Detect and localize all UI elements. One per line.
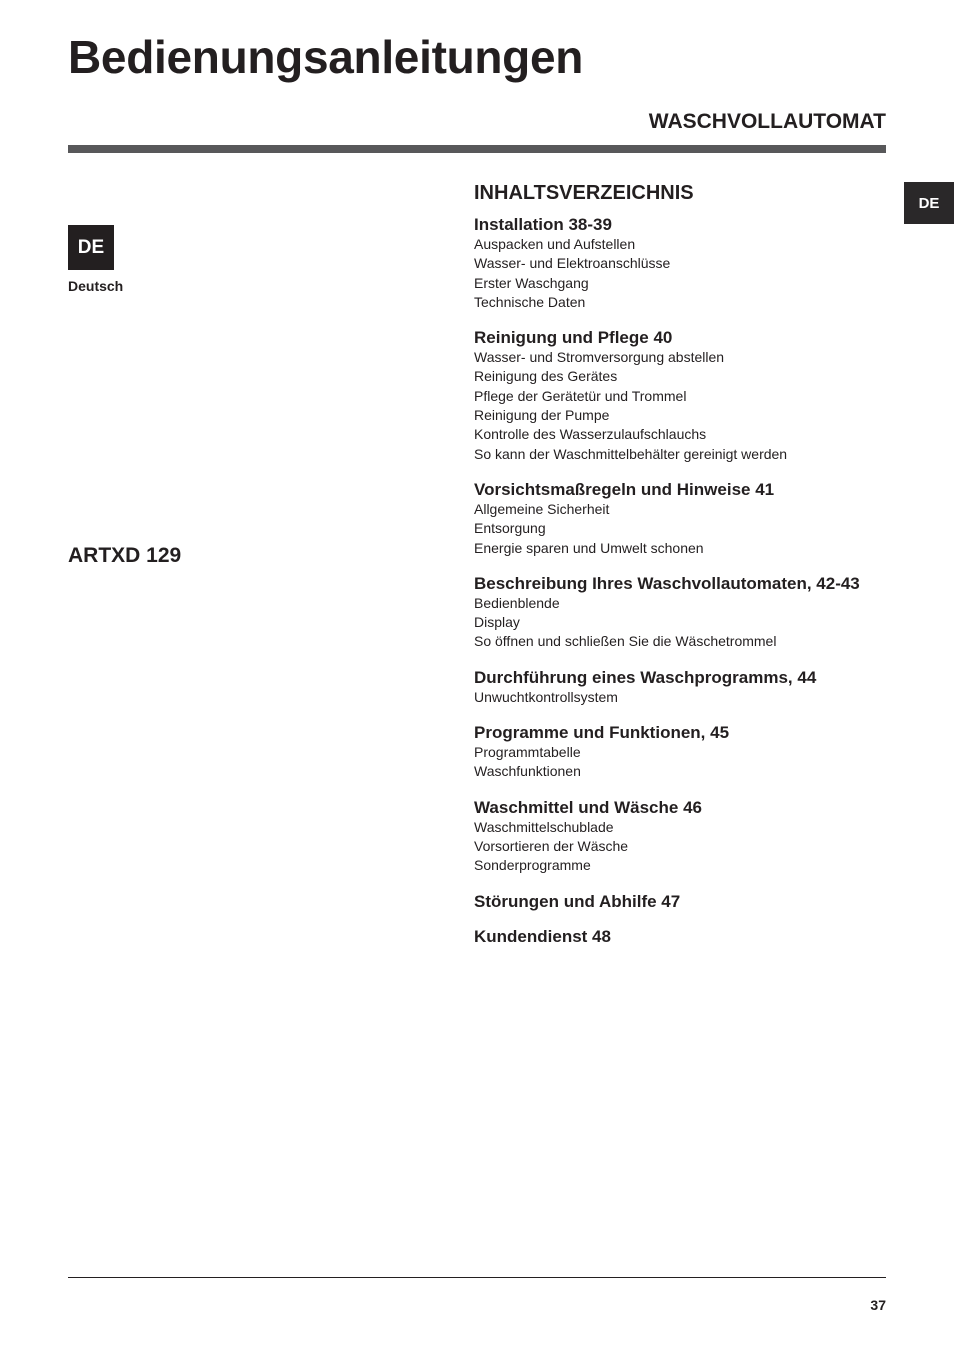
- toc-section: [474, 799, 894, 876]
- toc-item: Waschfunktionen: [474, 763, 581, 780]
- toc-section-heading: Waschmittel und Wäsche 46: [474, 797, 702, 817]
- toc-item: Kontrolle des Wasserzulaufschlauchs: [474, 426, 707, 443]
- toc-section-heading: Störungen und Abhilfe 47: [474, 891, 681, 911]
- toc-sections: [474, 216, 894, 946]
- toc-item-list: [474, 500, 894, 558]
- toc-item: Bedienblende: [474, 594, 560, 611]
- toc-item: Reinigung der Pumpe: [474, 407, 610, 424]
- toc-item-list: [474, 348, 894, 464]
- toc-section: [474, 928, 894, 946]
- page-number: 37: [870, 1297, 886, 1313]
- language-side-tab: DE: [904, 182, 954, 224]
- toc-section-heading: Beschreibung Ihres Waschvollautomaten, 42-43: [474, 573, 860, 593]
- toc-item: Programmtabelle: [474, 744, 581, 761]
- toc-item: Vorsortieren der Wäsche: [474, 837, 629, 854]
- toc-item-list: [474, 743, 894, 782]
- toc-title: INHALTSVERZEICHNIS: [474, 182, 694, 204]
- toc-item-list: [474, 818, 894, 876]
- toc-item: Entsorgung: [474, 520, 546, 537]
- language-name: Deutsch: [68, 278, 124, 294]
- toc-section: [474, 575, 894, 652]
- toc-item: So öffnen und schließen Sie die Wäschetrommel: [474, 633, 777, 650]
- toc-item: Auspacken und Aufstellen: [474, 236, 636, 252]
- toc-item: Energie sparen und Umwelt schonen: [474, 539, 704, 556]
- toc-section-heading: Vorsichtsmaßregeln und Hinweise 41: [474, 479, 775, 499]
- toc-item: Display: [474, 614, 520, 631]
- table-of-contents: [474, 180, 894, 963]
- toc-item: Allgemeine Sicherheit: [474, 500, 610, 517]
- toc-item-list: [474, 235, 894, 312]
- toc-item: Technische Daten: [474, 293, 586, 310]
- footer-divider: [68, 1277, 886, 1278]
- toc-item: Pflege der Gerätetür und Trommel: [474, 387, 687, 404]
- toc-item: Sonderprogramme: [474, 857, 591, 874]
- toc-item: Unwuchtkontrollsystem: [474, 688, 618, 705]
- toc-section-heading: Installation 38-39: [474, 215, 612, 234]
- toc-section: [474, 893, 894, 911]
- toc-item: Reinigung des Gerätes: [474, 368, 618, 385]
- toc-section-heading: Durchführung eines Waschprogramms, 44: [474, 667, 817, 687]
- toc-section: [474, 216, 894, 312]
- toc-section: [474, 669, 894, 707]
- toc-item: So kann der Waschmittelbehälter gereinigt werden: [474, 445, 788, 462]
- product-type: WASCHVOLLAUTOMAT: [648, 110, 886, 133]
- toc-item: Erster Waschgang: [474, 274, 589, 291]
- toc-item: Wasser- und Elektroanschlüsse: [474, 255, 671, 272]
- toc-section-heading: Reinigung und Pflege 40: [474, 328, 673, 348]
- page-title: Bedienungsanleitungen: [68, 31, 584, 83]
- toc-item-list: [474, 688, 894, 707]
- toc-section: [474, 481, 894, 558]
- header-divider: [68, 145, 886, 153]
- toc-item: Wasser- und Stromversorgung abstellen: [474, 349, 725, 366]
- model-number: ARTXD 129: [68, 544, 182, 567]
- toc-section-heading: Programme und Funktionen, 45: [474, 723, 730, 743]
- toc-item-list: [474, 594, 894, 652]
- toc-section: [474, 724, 894, 782]
- toc-section-heading: Kundendienst 48: [474, 926, 611, 946]
- toc-item: Waschmittelschublade: [474, 818, 614, 835]
- language-code-badge: DE: [68, 225, 114, 270]
- toc-section: [474, 329, 894, 464]
